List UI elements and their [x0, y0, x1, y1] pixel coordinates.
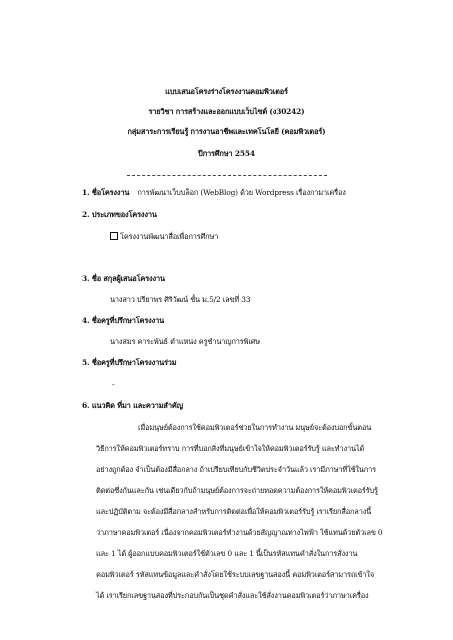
co-advisor-value: - — [112, 380, 115, 389]
project-name-label: 1. ชื่อโครงงาน — [82, 188, 130, 197]
rationale-line: เมื่อมนุษย์ต้องการใช้คอมพิวเตอร์ช่วยในการทำงาน มนุษย์จะต้องบอกขั้นตอน — [138, 423, 372, 432]
proposer-value: นางสาว ปรียาพร ศิริวัฒน์ ชั้น ม.5/2 เลขที่ 33 — [110, 295, 251, 304]
rationale-line: และปฏิบัติตาม จะต้องมีสื่อกลางสำหรับการติดต่อเพื่อให้คอมพิวเตอร์รับรู้ เราเรียกสื่อกลางนี้ — [96, 507, 372, 516]
separator-line — [127, 175, 327, 176]
checkbox-icon — [110, 232, 118, 240]
advisor-value: นางสมร คาระพันธ์ ตำแหน่ง ครูชำนาญการพิเศษ — [110, 337, 260, 346]
project-name-value: การพัฒนาเว็บบล็อก (WebBlog) ด้วย Wordpress เรื่องกามาเครื่อง — [137, 188, 346, 197]
project-type-option-label: โครงงานพัฒนาสื่อเพื่อการศึกษา — [120, 232, 219, 241]
rationale-line: ว่าภาษาคอมพิวเตอร์ เนื่องจากคอมพิวเตอร์ทำงานด้วยสัญญาณทางไฟฟ้า ใช้แทนด้วยตัวเลข 0 — [96, 528, 383, 537]
rationale-line: ได้ เราเรียกเลขฐานสองที่ประกอบกันเป็นชุดคำสั่งและใช้สั่งงานคอมพิวเตอร์ว่าภาษาเครื่อง — [96, 591, 369, 600]
course-line: รายวิชา การสร้างและออกแบบเว็บไซต์ (ง30242) — [148, 107, 305, 116]
rationale-label: 6. แนวคิด ที่มา และความสำคัญ — [82, 401, 183, 410]
rationale-line: วิธีการให้คอมพิวเตอร์ทราบ การที่บอกสิ่งที่มนุษย์เข้าใจให้คอมพิวเตอร์รับรู้ และทำงานได้ — [96, 444, 365, 453]
rationale-line: และ 1 ได้ ผู้ออกแบบคอมพิวเตอร์ใช้ตัวเลข 0 และ 1 นี้เป็นรหัสแทนคำสั่งในการสั่งงาน — [96, 549, 358, 558]
advisor-label: 4. ชื่อครูที่ปรึกษาโครงงาน — [82, 316, 164, 325]
project-type-option — [110, 232, 218, 242]
project-name-row — [82, 188, 346, 198]
subject-group-line: กลุ่มสาระการเรียนรู้ การงานอาชีพและเทคโนโลยี (คอมพิวเตอร์) — [127, 127, 326, 136]
academic-year: ปีการศึกษา 2554 — [198, 149, 255, 158]
rationale-line: คอมพิวเตอร์ รหัสแทนข้อมูลและคำสั่งโดยใช้ระบบเลขฐานสองนี้ คอมพิวเตอร์สามารถเข้าใจ — [96, 570, 375, 579]
document-title: แบบเสนอโครงร่างโครงงานคอมพิวเตอร์ — [165, 87, 288, 96]
co-advisor-label: 5. ชื่อครูที่ปรึกษาโครงงานร่วม — [82, 358, 177, 367]
rationale-line: อย่างถูกต้อง จำเป็นต้องมีสื่อกลาง ถ้าเปรียบเทียบกับชีวิตประจำวันแล้ว เรามีภาษาที่ใช้ในการ — [96, 465, 376, 474]
rationale-line: ติดต่อซึ่งกันและกัน เช่นเดียวกับถ้ามนุษย์ต้องการจะถ่ายทอดความต้องการให้คอมพิวเตอร์รับรู้ — [96, 486, 378, 495]
project-type-label: 2. ประเภทของโครงงาน — [82, 210, 157, 219]
proposer-label: 3. ชื่อ สกุลผู้เสนอโครงงาน — [82, 274, 165, 283]
